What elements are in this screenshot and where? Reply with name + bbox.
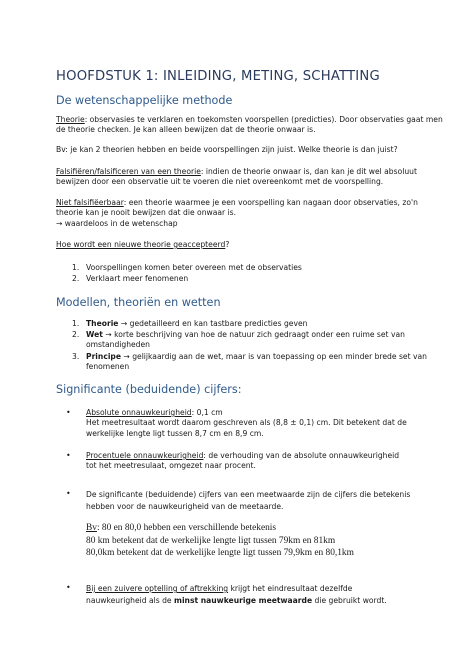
text: Het meetresultaat wordt daarom geschreven als (8,8 ± 0,1) cm. Dit betekent dat de xyxy=(86,418,407,428)
list-number: 3. xyxy=(72,352,80,361)
text: fenomenen xyxy=(86,362,130,372)
section-heading-modellen: Modellen, theoriën en wetten xyxy=(56,296,221,309)
text: : indien de theorie onwaar is, dan kan je dit wel absoluut xyxy=(200,167,417,176)
text: : 0,1 cm xyxy=(191,408,223,417)
question-text: Hoe wordt een nieuwe theorie geaccepteerd xyxy=(56,240,226,249)
text: → waardeloos in de wetenschap xyxy=(56,218,178,228)
paragraph-significante xyxy=(86,489,410,513)
list-item-wet xyxy=(86,330,405,351)
text: : 80 en 80,0 hebben een verschillende betekenis xyxy=(96,523,277,533)
term: Absolute onnauwkeurigheid xyxy=(86,408,192,417)
text: die gebruikt wordt. xyxy=(312,596,387,605)
bullet-icon: • xyxy=(66,489,71,498)
term-falsifieren: Falsifiëren/falsificeren van een theorie xyxy=(56,167,201,176)
paragraph-absolute xyxy=(86,408,407,439)
example-block xyxy=(86,522,354,560)
text: de theorie checken. Je kan alleen bewijzen dat de theorie onwaar is. xyxy=(56,125,316,135)
term: Bv xyxy=(86,523,97,533)
text: 80 km betekent dat de werkelijke lengte ligt tussen 79km en 81km xyxy=(86,535,336,546)
text: : observasies te verklaren en toekomsten voorspellen (predicties). Door observaties gaat men xyxy=(84,115,443,124)
text: theorie kan je nooit bewijzen dat die onwaar is. xyxy=(56,208,237,218)
bullet-icon: • xyxy=(66,451,71,460)
text: : een theorie waarmee je een voorspelling kan nagaan door observaties, zo'n xyxy=(123,198,418,207)
list-item-principe xyxy=(86,352,427,373)
text: nauwkeurigheid als de xyxy=(86,596,175,605)
section-heading-methode: De wetenschappelijke methode xyxy=(56,94,233,107)
text: → korte beschrijving van hoe de natuur zich gedraagt onder een ruime set van xyxy=(102,330,405,339)
paragraph-falsifieren xyxy=(56,167,417,188)
text: krijgt het eindresultaat dezelfde xyxy=(228,584,353,593)
text: 80,0km betekent dat de werkelijke lengte ligt tussen 79,9km en 80,1km xyxy=(86,548,354,559)
bullet-icon: • xyxy=(66,408,71,417)
paragraph-bv: Bv: je kan 2 theorien hebben en beide voorspellingen zijn juist. Welke theorie is dan juist? xyxy=(56,145,398,154)
term: Theorie xyxy=(86,319,119,328)
term: Bij een zuivere optelling of aftrekking xyxy=(86,584,229,593)
list-number: 1. xyxy=(72,263,80,272)
text: De significante (beduidende) cijfers van een meetwaarde zijn de cijfers die betekenis xyxy=(86,490,411,499)
list-item: Voorspellingen komen beter overeen met de observaties xyxy=(86,263,302,272)
term-theorie: Theorie xyxy=(56,115,85,124)
bullet-icon: • xyxy=(66,583,71,592)
paragraph-niet-falsifieerbaar xyxy=(56,198,418,229)
term-niet-falsifieerbaar: Niet falsifiëerbaar xyxy=(56,198,124,207)
text: bewijzen door een observatie uit te voeren die niet overeenkomt met de voorspelling. xyxy=(56,177,384,187)
question-line xyxy=(56,240,229,250)
term: Wet xyxy=(86,330,103,339)
list-number: 1. xyxy=(72,319,80,328)
text: omstandigheden xyxy=(86,340,150,350)
list-number: 2. xyxy=(72,274,80,283)
text: werkelijke lengte ligt tussen 8,7 cm en 8,9 cm. xyxy=(86,428,264,438)
term: Procentuele onnauwkeurigheid xyxy=(86,451,204,460)
text: → gedetailleerd en kan tastbare predicties geven xyxy=(118,319,308,328)
paragraph-optelling xyxy=(86,583,387,607)
section-heading-significante: Significante (beduidende) cijfers: xyxy=(56,383,242,396)
question-mark: ? xyxy=(225,240,230,249)
text: : de verhouding van de absolute onnauwkeurigheid xyxy=(203,451,400,460)
text: tot het meetresulaat, omgezet naar procent. xyxy=(86,461,256,471)
paragraph-theorie xyxy=(56,115,443,136)
paragraph-procentuele xyxy=(86,451,399,472)
text: → gelijkaardig aan de wet, maar is van toepassing op een minder brede set van xyxy=(121,352,427,361)
bold-text: minst nauwkeurige meetwaarde xyxy=(174,596,313,605)
text: hebben voor de nauwkeurigheid van de meetaarde. xyxy=(86,502,284,511)
term: Principe xyxy=(86,352,122,361)
list-item-theorie xyxy=(86,319,307,329)
list-item: Verklaart meer fenomenen xyxy=(86,274,189,283)
page-title: HOOFDSTUK 1: INLEIDING, METING, SCHATTING xyxy=(56,69,380,84)
list-number: 2. xyxy=(72,330,80,339)
